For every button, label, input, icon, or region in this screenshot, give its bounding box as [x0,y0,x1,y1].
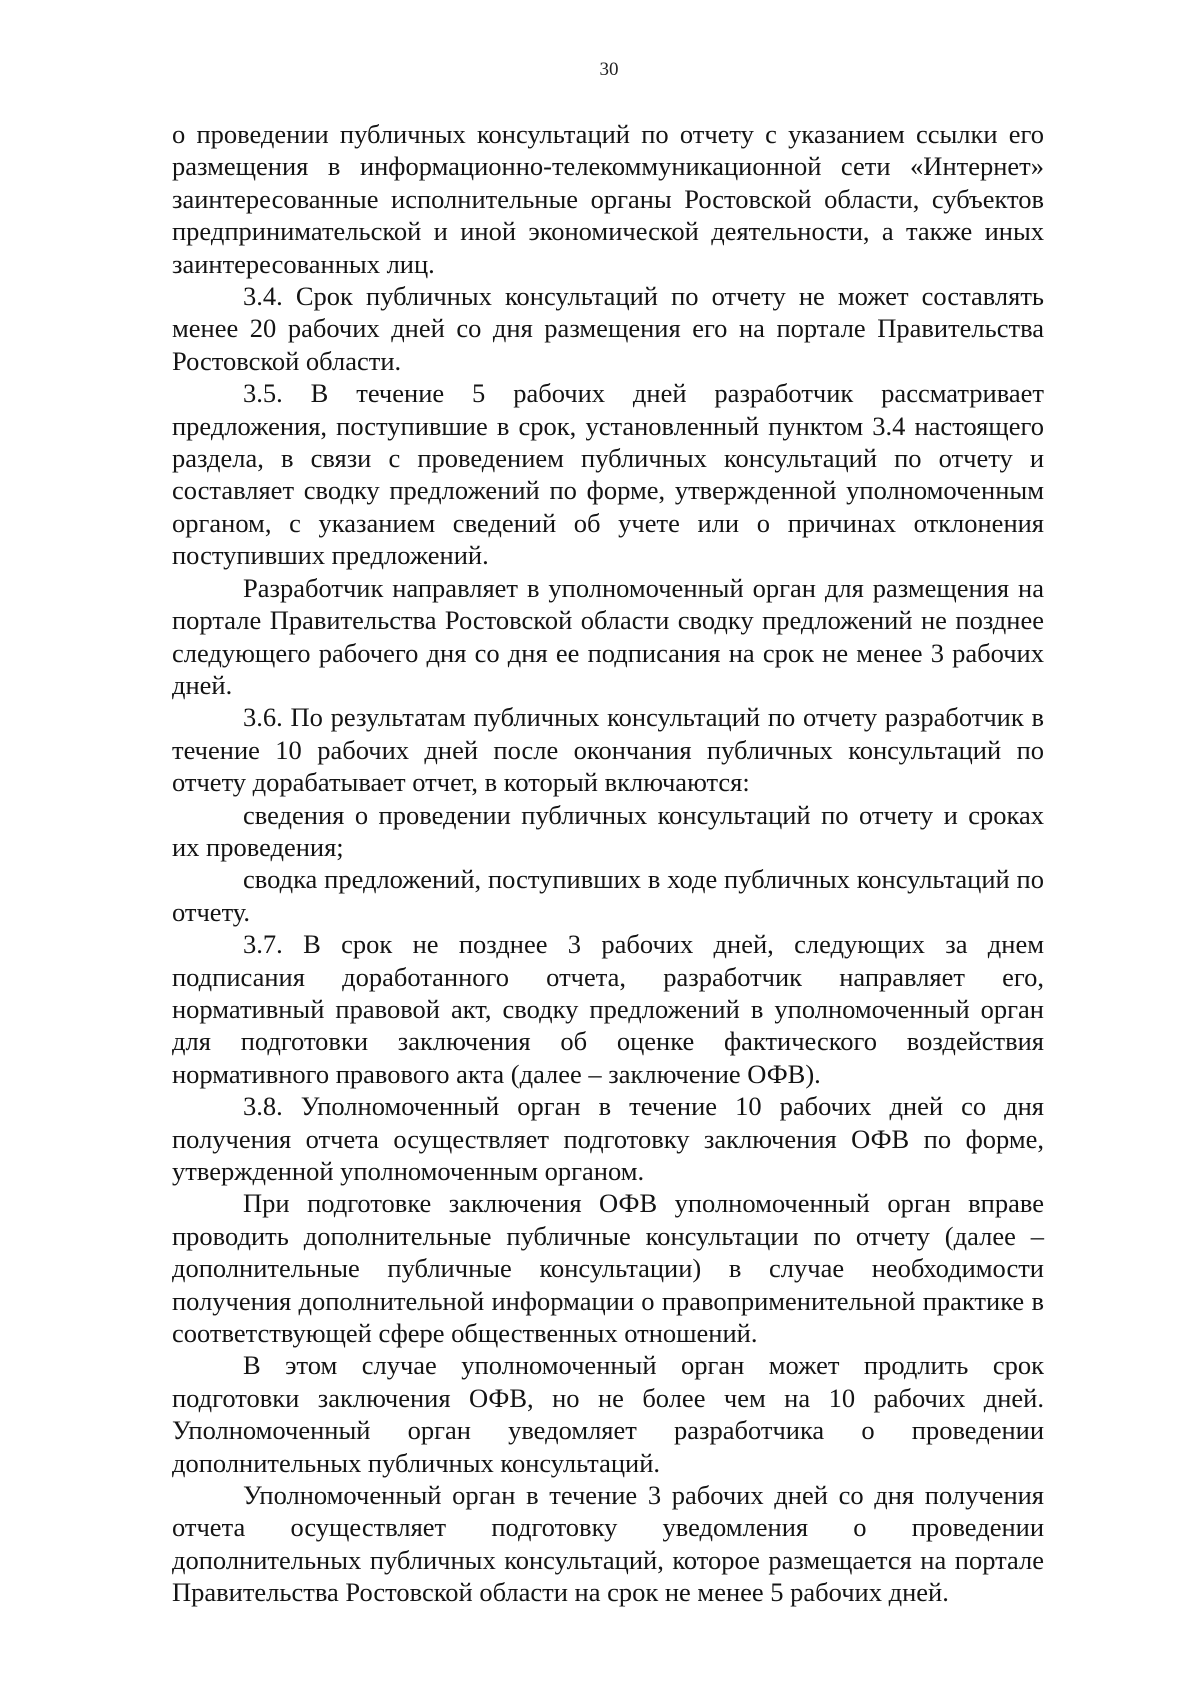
paragraph-3-8-ofv-conclusion: 3.8. Уполномоченный орган в течение 10 рабочих дней со дня получения отчета осуществляет подготовку заключения ОФВ по форме, утвержденной уполномоченным органом. [172,1091,1044,1186]
paragraph-3-5-proposals-review: 3.5. В течение 5 рабочих дней разработчик рассматривает предложения, поступившие в срок, установленный пунктом 3.4 настоящего раздела, в связи с проведением публичных консультаций по отчету и составляет сводку предложений по форме, утвержденной уполномоченным органом, с указанием сведений об учете или о причинах отклонения поступивших предложений. [172,378,1044,571]
paragraph-3-6-report-revision: 3.6. По результатам публичных консультаций по отчету разработчик в течение 10 рабочих дней после окончания публичных консультаций по отчету дорабатывает отчет, в который включаются: [172,702,1044,798]
paragraph-additional-consultations: При подготовке заключения ОФВ уполномоченный орган вправе проводить дополнительные публичные консультации по отчету (далее – дополнительные публичные консультации) в случае необходимости получения дополнительной информации о правоприменительной практике в соответствующей сфере общественных отношений. [172,1188,1044,1349]
paragraph-3-4-consultation-term: 3.4. Срок публичных консультаций по отчету не может составлять менее 20 рабочих дней со дня размещения его на портале Правительства Ростовской области. [172,281,1044,376]
paragraph-3-7-submission-deadline: 3.7. В срок не позднее 3 рабочих дней, следующих за днем подписания доработанного отчета, разработчик направляет его, нормативный правовой акт, сводку предложений в уполномоченный орган для подготовки заключения об оценке фактического воздействия нормативного правового акта (далее – заключение ОФВ). [172,929,1044,1089]
paragraph-consultation-notice-continuation: о проведении публичных консультаций по отчету с указанием ссылки его размещения в информационно-телекоммуникационной сети «Интернет» заинтересованные исполнительные органы Ростовской области, субъектов предпринимательской и иной экономической деятельности, а также иных заинтересованных лиц. [172,119,1044,279]
document-page [172,60,1044,1609]
list-item-proposals-summary: сводка предложений, поступивших в ходе публичных консультаций по отчету. [172,864,1044,927]
paragraph-developer-sends-summary: Разработчик направляет в уполномоченный орган для размещения на портале Правительства Ростовской области сводку предложений не позднее следующего рабочего дня со дня ее подписания на срок не менее 3 рабочих дней. [172,572,1044,700]
paragraph-notice-publication: Уполномоченный орган в течение 3 рабочих дней со дня получения отчета осуществляет подготовку уведомления о проведении дополнительных публичных консультаций, которое размещается на портале Правительства Ростовской области на срок не менее 5 рабочих дней. [172,1480,1044,1608]
list-item-consultation-info: сведения о проведении публичных консультаций по отчету и сроках их проведения; [172,799,1044,862]
page-number-text: 30 [599,59,619,80]
paragraph-term-extension: В этом случае уполномоченный орган может продлить срок подготовки заключения ОФВ, но не более чем на 10 рабочих дней. Уполномоченный орган уведомляет разработчика о проведении дополнительных публичных консультаций. [172,1350,1044,1478]
page-number [172,60,1044,80]
